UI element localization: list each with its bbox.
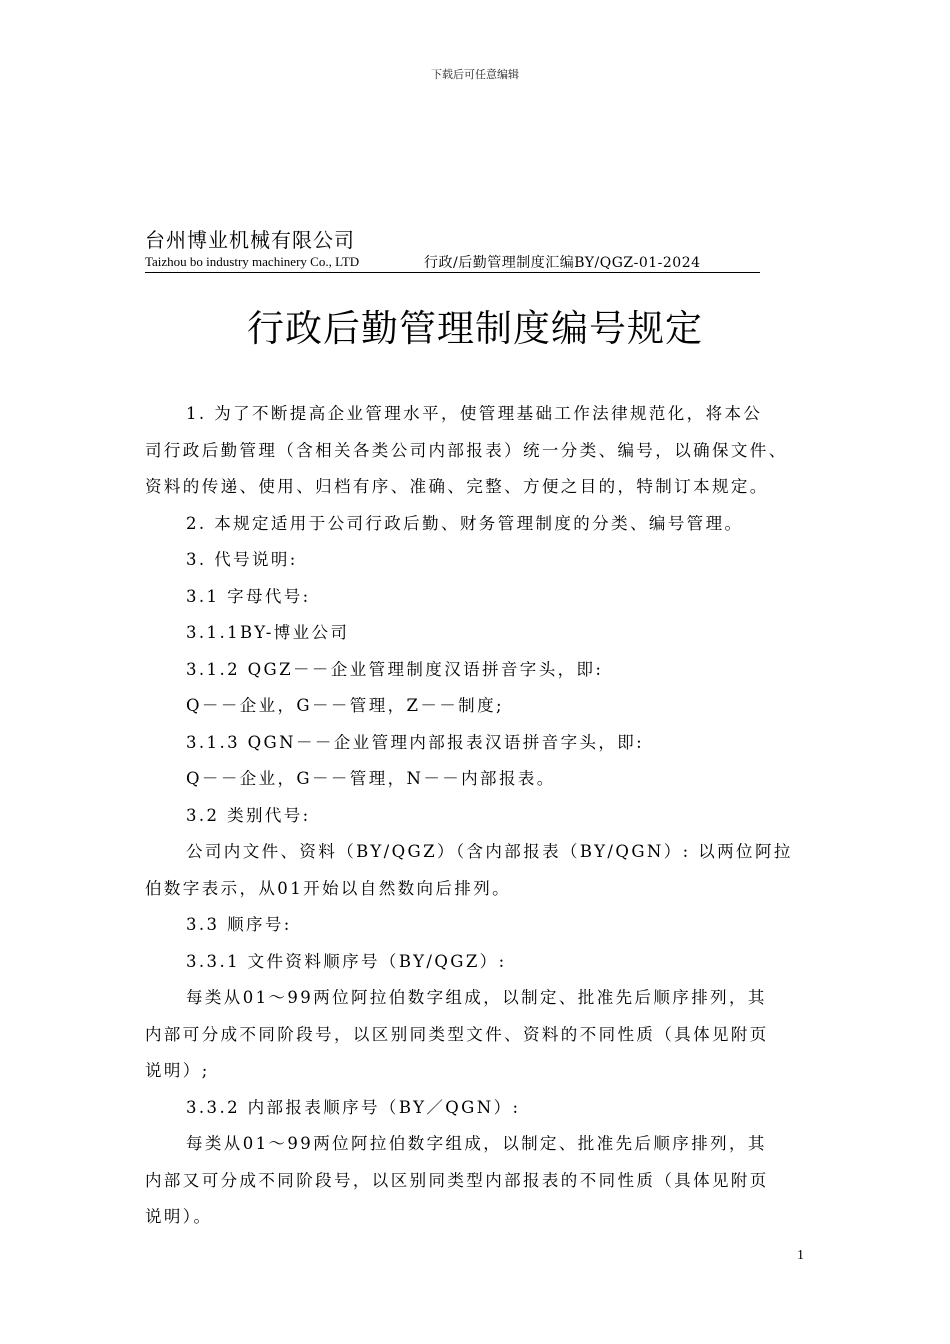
paragraph-line: 3.1.1BY-博业公司: [186, 623, 350, 642]
company-name-english: Taizhou bo industry machinery Co., LTD: [145, 254, 360, 269]
paragraph-line: 3.2 类别代号:: [186, 805, 311, 825]
paragraph-line: 3.3.2 内部报表顺序号（BY／QGN）:: [186, 1097, 521, 1117]
paragraph-line: 说明）。: [145, 1207, 213, 1226]
paragraph-line: 每类从01～99两位阿拉伯数字组成，以制定、批准先后顺序排列，其: [186, 988, 767, 1007]
paragraph-line: 资料的传递、使用、归档有序、准确、完整、方便之目的，特制订本规定。: [145, 477, 769, 496]
paragraph-line: 2. 本规定适用于公司行政后勤、财务管理制度的分类、编号管理。: [186, 513, 744, 533]
paragraph-line: 3.3.1 文件资料顺序号（BY/QGZ）:: [186, 951, 507, 971]
paragraph-line: 公司内文件、资料（BY/QGZ）（含内部报表（BY/QGN）: 以两位阿拉: [186, 842, 793, 861]
paragraph-line: 3.1.2 QGZ－－企业管理制度汉语拼音字头，即:: [186, 659, 604, 679]
page-number: 1: [797, 1248, 804, 1263]
download-note: 下载后可任意编辑: [431, 68, 519, 81]
document-body: [145, 396, 810, 1236]
paragraph-line: 司行政后勤管理（含相关各类公司内部报表）统一分类、编号，以确保文件、: [145, 440, 788, 460]
document-header: [145, 252, 760, 273]
paragraph-line: Q－－企业，G－－管理，Z－－制度;: [186, 696, 504, 715]
paragraph-line: 内部可分成不同阶段号，以区别同类型文件、资料的不同性质（具体见附页: [145, 1024, 769, 1044]
company-name-chinese: 台州博业机械有限公司: [145, 228, 355, 252]
paragraph-line: 3.1.3 QGN－－企业管理内部报表汉语拼音字头，即:: [186, 732, 645, 752]
paragraph-line: 内部又可分成不同阶段号，以区别同类型内部报表的不同性质（具体见附页: [145, 1170, 769, 1190]
paragraph-line: 1. 为了不断提高企业管理水平，使管理基础工作法律规范化，将本公: [186, 404, 763, 423]
paragraph-line: 说明）;: [145, 1061, 210, 1080]
document-code: 行政/后勤管理制度汇编BY/QGZ-01-2024: [424, 255, 701, 271]
paragraph-line: 3. 代号说明:: [186, 550, 298, 569]
paragraph-line: Q－－企业，G－－管理，N－－内部报表。: [186, 769, 556, 788]
paragraph-line: 3.1 字母代号:: [186, 586, 311, 606]
paragraph-line: 3.3 顺序号:: [186, 915, 292, 934]
paragraph-line: 每类从01～99两位阿拉伯数字组成，以制定、批准先后顺序排列，其: [186, 1134, 767, 1153]
document-title: 行政后勤管理制度编号规定: [247, 307, 703, 350]
paragraph-line: 伯数字表示，从01开始以自然数向后排列。: [145, 878, 511, 898]
